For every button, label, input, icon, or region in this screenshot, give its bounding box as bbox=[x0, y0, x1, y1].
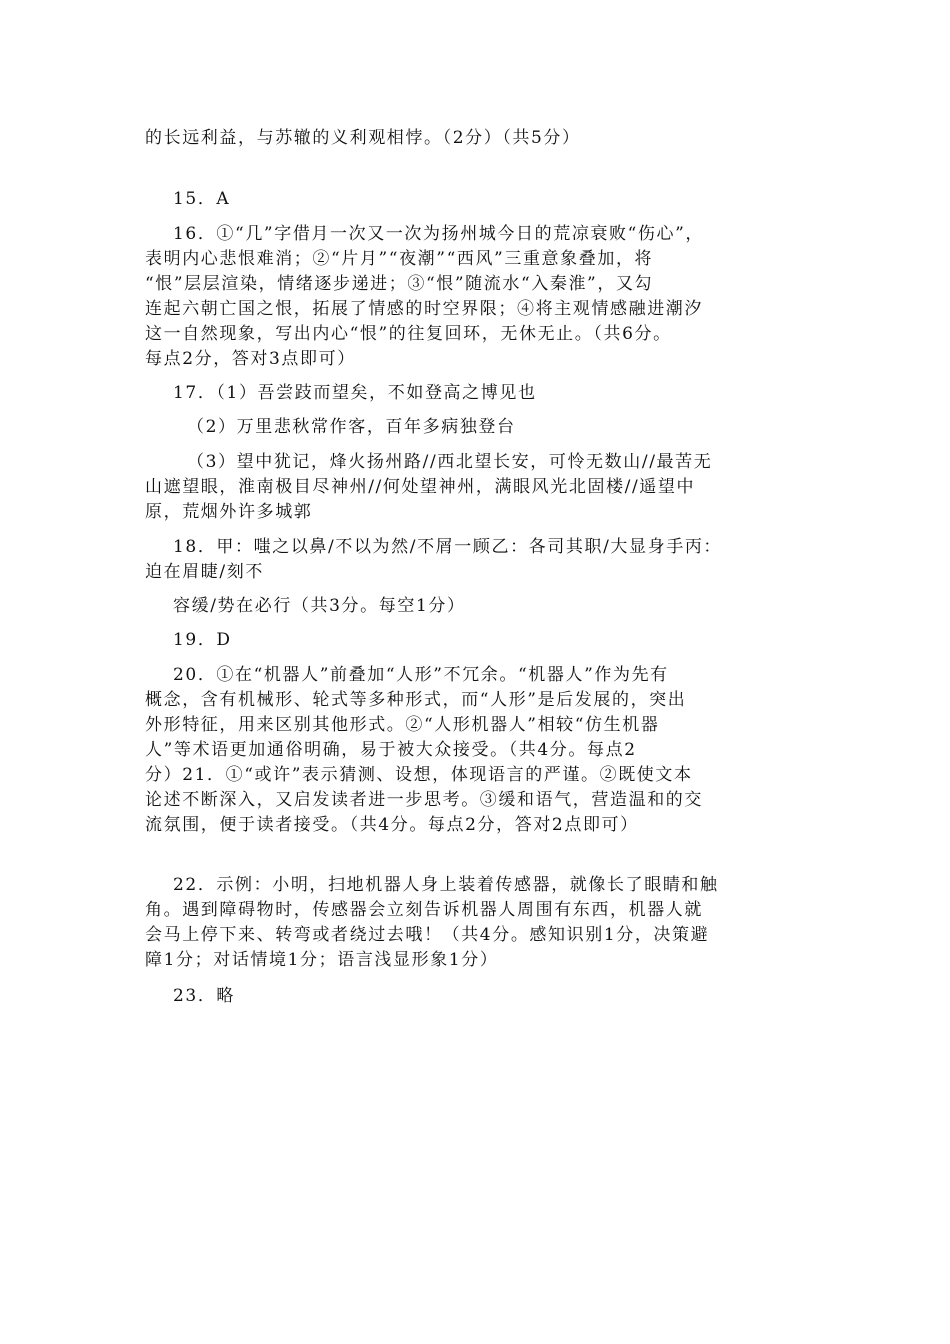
answer-16-line-4: 连起六朝亡国之恨，拓展了情感的时空界限；④将主观情感融进潮汐 bbox=[145, 299, 703, 319]
answer-22-line-3: 会马上停下来、转弯或者绕过去哦！（共4分。感知识别1分，决策避 bbox=[145, 925, 710, 945]
answer-18-line-2: 迫在眉睫/刻不 bbox=[145, 562, 264, 582]
text-line-14-continuation: 的长远利益，与苏辙的义利观相悖。（2分）（共5分） bbox=[145, 128, 581, 148]
answer-20-line-4: 人”等术语更加通俗明确，易于被大众接受。（共4分。每点2 bbox=[145, 740, 637, 760]
answer-16-line-1: 16．①“几”字借月一次又一次为扬州城今日的荒凉衰败“伤心”， bbox=[173, 224, 704, 244]
answer-18-line-1: 18．甲：嗤之以鼻/不以为然/不屑一顾乙：各司其职/大显身手丙： bbox=[173, 537, 723, 557]
answer-17-part-3-line-1: （3）望中犹记，烽火扬州路//西北望长安，可怜无数山//最苦无 bbox=[187, 452, 713, 472]
answer-15: 15．A bbox=[173, 189, 231, 209]
answer-22-line-1: 22．示例：小明，扫地机器人身上装着传感器，就像长了眼睛和触 bbox=[173, 875, 719, 895]
answer-20-line-3: 外形特征，用来区别其他形式。②“人形机器人”相较“仿生机器 bbox=[145, 715, 660, 735]
answer-21-line-2: 论述不断深入，又启发读者进一步思考。③缓和语气，营造温和的交 bbox=[145, 790, 703, 810]
answer-20-line-1: 20．①在“机器人”前叠加“人形”不冗余。“机器人”作为先有 bbox=[173, 665, 669, 685]
answer-22-line-2: 角。遇到障碍物时，传感器会立刻告诉机器人周围有东西，机器人就 bbox=[145, 900, 703, 920]
answer-17-part-3-line-2: 山遮望眼，淮南极目尽神州//何处望神州，满眼风光北固楼//遥望中 bbox=[145, 477, 696, 497]
answer-16-line-2: 表明内心悲恨难消；②“片月”“夜潮”“西风”三重意象叠加，将 bbox=[145, 249, 654, 269]
answer-17-part-1: 17．（1）吾尝跂而望矣，不如登高之博见也 bbox=[173, 383, 537, 403]
answer-16-line-5: 这一自然现象，写出内心“恨”的往复回环，无休无止。（共6分。 bbox=[145, 324, 672, 344]
answer-16-line-3: “恨”层层渲染，情绪逐步递进；③“恨”随流水“入秦淮”，又勾 bbox=[145, 274, 654, 294]
answer-20-line-2: 概念，含有机械形、轮式等多种形式，而“人形”是后发展的，突出 bbox=[145, 690, 687, 710]
answer-16-line-6: 每点2分，答对3点即可） bbox=[145, 349, 356, 369]
answer-17-part-2: （2）万里悲秋常作客，百年多病独登台 bbox=[187, 417, 516, 437]
answer-21-line-3: 流氛围，便于读者接受。（共4分。每点2分，答对2点即可） bbox=[145, 815, 639, 835]
answer-19: 19．D bbox=[173, 630, 232, 650]
answer-23: 23．略 bbox=[173, 986, 236, 1006]
answer-17-part-3-line-3: 原，荒烟外许多城郭 bbox=[145, 502, 313, 522]
answer-21-line-1: 分）21．①“或许”表示猜测、设想，体现语言的严谨。②既使文本 bbox=[145, 765, 693, 785]
answer-18-line-3: 容缓/势在必行（共3分。每空1分） bbox=[173, 596, 466, 616]
answer-22-line-4: 障1分；对话情境1分；语言浅显形象1分） bbox=[145, 950, 499, 970]
